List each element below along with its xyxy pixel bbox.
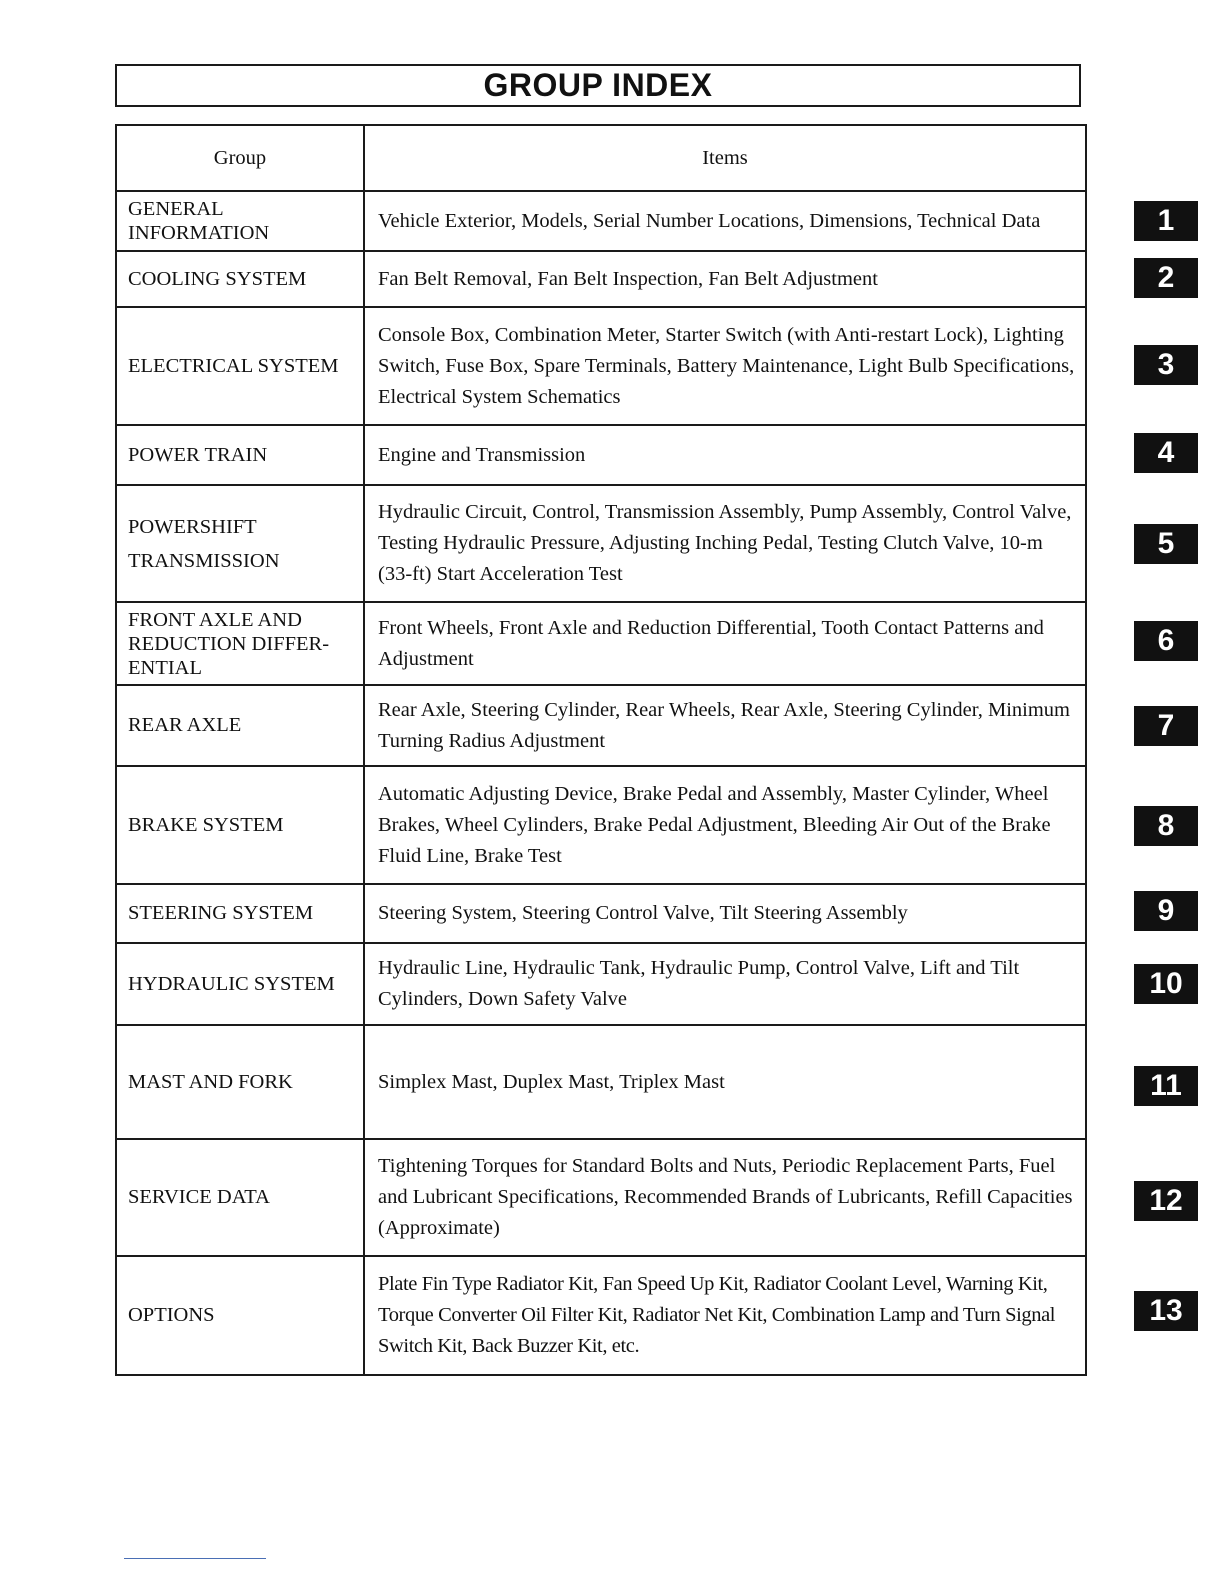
table-row xyxy=(116,943,1086,1025)
section-tab-11[interactable]: 11 xyxy=(1134,1066,1198,1106)
group-rear-axle: REAR AXLE xyxy=(116,685,364,766)
group-steering-system: STEERING SYSTEM xyxy=(116,884,364,943)
header-items: Items xyxy=(364,125,1086,191)
section-tabs xyxy=(1134,0,1198,1584)
section-tab-12[interactable]: 12 xyxy=(1134,1181,1198,1221)
group-hydraulic-system: HYDRAULIC SYSTEM xyxy=(116,943,364,1025)
group-power-train: POWER TRAIN xyxy=(116,425,364,485)
table-row xyxy=(116,685,1086,766)
table-row xyxy=(116,1025,1086,1139)
page-title: GROUP INDEX xyxy=(483,67,713,103)
group-front-axle: FRONT AXLE AND REDUCTION DIFFER-ENTIAL xyxy=(116,602,364,685)
group-brake-system: BRAKE SYSTEM xyxy=(116,766,364,884)
section-tab-6[interactable]: 6 xyxy=(1134,621,1198,661)
section-tab-8[interactable]: 8 xyxy=(1134,806,1198,846)
items-electrical-system: Console Box, Combination Meter, Starter Switch (with Anti-restart Lock), Lighting Switch, Fuse Box, Spare Terminals, Battery Maintenance, Light Bulb Specifications, Electrical System Schematics xyxy=(364,307,1086,425)
group-electrical-system: ELECTRICAL SYSTEM xyxy=(116,307,364,425)
table-row xyxy=(116,602,1086,685)
title-box xyxy=(115,64,1081,107)
section-tab-9[interactable]: 9 xyxy=(1134,891,1198,931)
group-powershift-transmission: POWERSHIFT TRANSMISSION xyxy=(116,485,364,602)
table-row xyxy=(116,425,1086,485)
section-tab-13[interactable]: 13 xyxy=(1134,1291,1198,1331)
group-options: OPTIONS xyxy=(116,1256,364,1375)
items-rear-axle: Rear Axle, Steering Cylinder, Rear Wheels, Rear Axle, Steering Cylinder, Minimum Turning Radius Adjustment xyxy=(364,685,1086,766)
items-steering-system: Steering System, Steering Control Valve, Tilt Steering Assembly xyxy=(364,884,1086,943)
footer-rule xyxy=(124,1558,266,1559)
table-row xyxy=(116,1139,1086,1256)
items-options: Plate Fin Type Radiator Kit, Fan Speed Up Kit, Radiator Coolant Level, Warning Kit, Torque Converter Oil Filter Kit, Radiator Net Kit, Combination Lamp and Turn Signal Switch Kit, Back Buzzer Kit, etc. xyxy=(364,1256,1086,1375)
section-tab-10[interactable]: 10 xyxy=(1134,964,1198,1004)
items-hydraulic-system: Hydraulic Line, Hydraulic Tank, Hydraulic Pump, Control Valve, Lift and Tilt Cylinders, Down Safety Valve xyxy=(364,943,1086,1025)
items-general-information: Vehicle Exterior, Models, Serial Number Locations, Dimensions, Technical Data xyxy=(364,191,1086,251)
table-row xyxy=(116,766,1086,884)
table-header-row xyxy=(116,125,1086,191)
section-tab-1[interactable]: 1 xyxy=(1134,201,1198,241)
header-group: Group xyxy=(116,125,364,191)
group-cooling-system: COOLING SYSTEM xyxy=(116,251,364,307)
items-mast-and-fork: Simplex Mast, Duplex Mast, Triplex Mast xyxy=(364,1025,1086,1139)
items-powershift-transmission: Hydraulic Circuit, Control, Transmission Assembly, Pump Assembly, Control Valve, Testing Hydraulic Pressure, Adjusting Inching Pedal, Testing Clutch Valve, 10-m (33-ft) Start Acceleration Test xyxy=(364,485,1086,602)
section-tab-7[interactable]: 7 xyxy=(1134,706,1198,746)
section-tab-2[interactable]: 2 xyxy=(1134,258,1198,298)
table-row xyxy=(116,884,1086,943)
table-row xyxy=(116,307,1086,425)
group-general-information: GENERAL INFORMATION xyxy=(116,191,364,251)
items-brake-system: Automatic Adjusting Device, Brake Pedal and Assembly, Master Cylinder, Wheel Brakes, Wheel Cylinders, Brake Pedal Adjustment, Bleeding Air Out of the Brake Fluid Line, Brake Test xyxy=(364,766,1086,884)
section-tab-5[interactable]: 5 xyxy=(1134,524,1198,564)
section-tab-4[interactable]: 4 xyxy=(1134,433,1198,473)
table-row xyxy=(116,251,1086,307)
group-index-table xyxy=(115,124,1087,1376)
table-row xyxy=(116,1256,1086,1375)
group-service-data: SERVICE DATA xyxy=(116,1139,364,1256)
items-cooling-system: Fan Belt Removal, Fan Belt Inspection, Fan Belt Adjustment xyxy=(364,251,1086,307)
group-mast-and-fork: MAST AND FORK xyxy=(116,1025,364,1139)
items-service-data: Tightening Torques for Standard Bolts and Nuts, Periodic Replacement Parts, Fuel and Lubricant Specifications, Recommended Brands of Lubricants, Refill Capacities (Approximate) xyxy=(364,1139,1086,1256)
table-row xyxy=(116,485,1086,602)
items-front-axle: Front Wheels, Front Axle and Reduction Differential, Tooth Contact Patterns and Adjustment xyxy=(364,602,1086,685)
section-tab-3[interactable]: 3 xyxy=(1134,345,1198,385)
items-power-train: Engine and Transmission xyxy=(364,425,1086,485)
table-row xyxy=(116,191,1086,251)
